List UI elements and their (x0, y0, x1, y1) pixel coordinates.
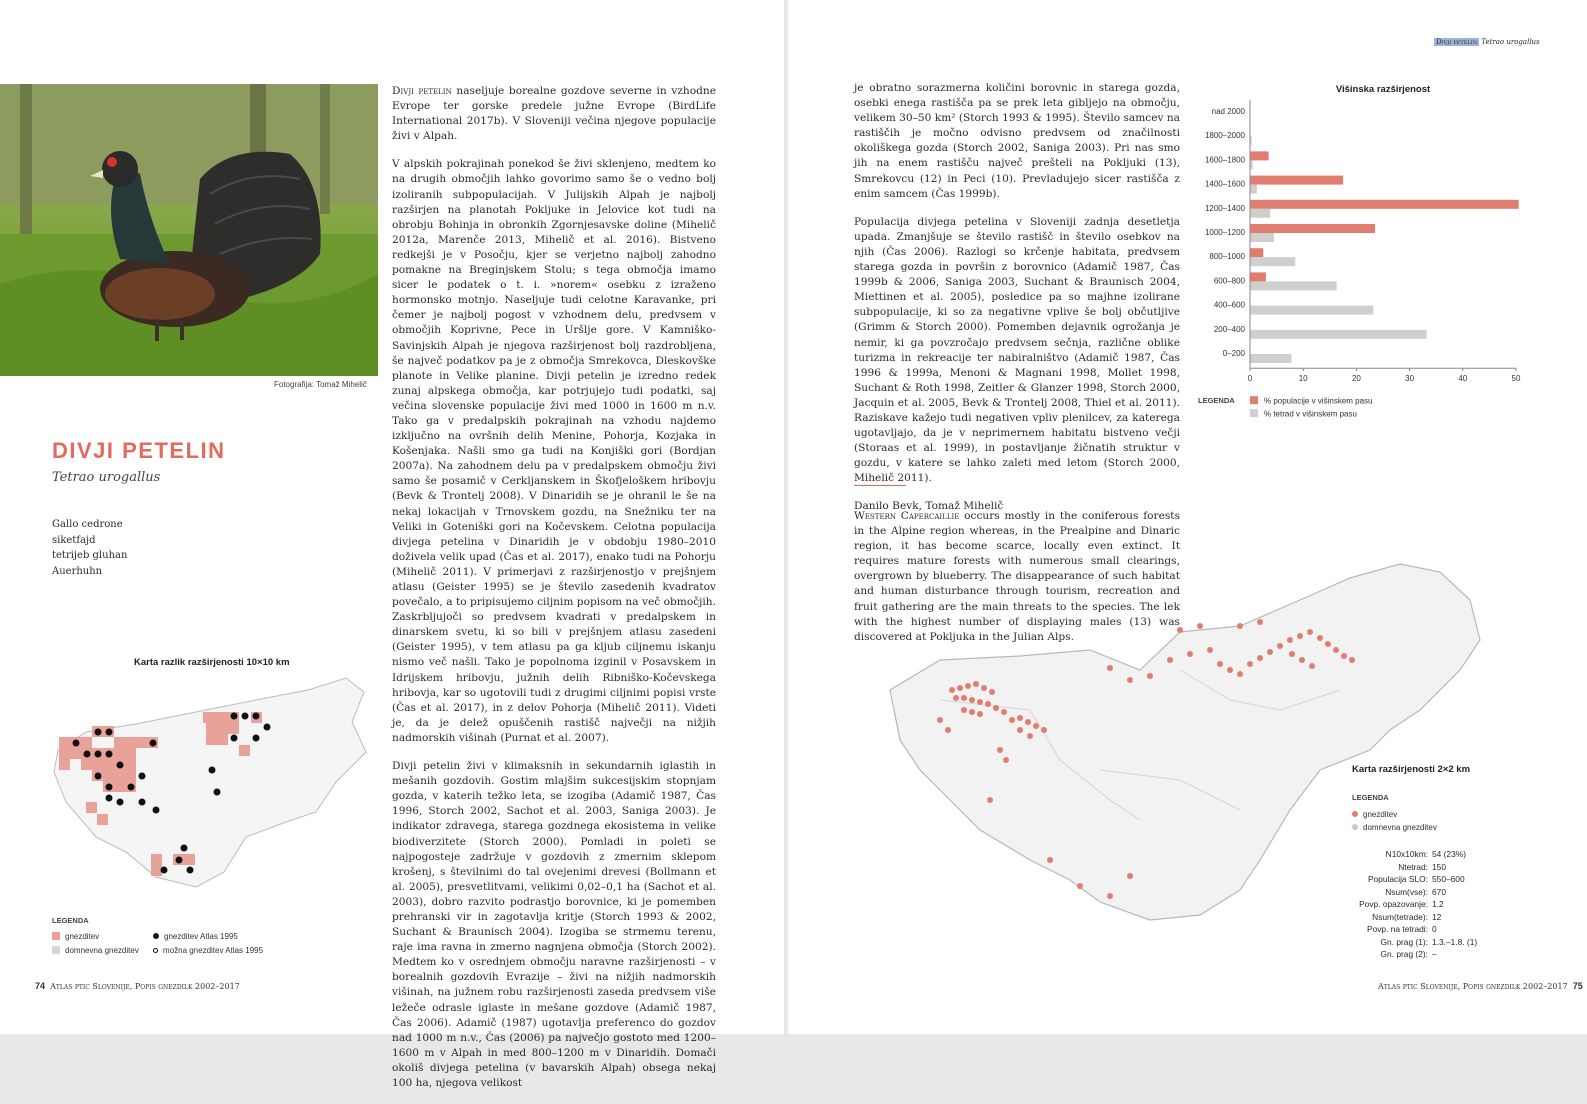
map-title-10x10: Karta razlik razširjenosti 10×10 km (134, 657, 290, 668)
legend-title: LEGENDA (52, 916, 89, 925)
altitude-chart-svg (1198, 80, 1528, 430)
other-name-hu: siketfajd (52, 534, 96, 546)
legend-item-atlas1995-possible: možna gnezditev Atlas 1995 (153, 946, 263, 955)
y-tick-label: 1200–1400 (1204, 203, 1245, 213)
bar (1250, 209, 1270, 218)
bar (1250, 281, 1337, 290)
english-lead-name: Western Capercaillie (854, 510, 960, 522)
legend-swatch (1250, 409, 1258, 417)
statistics-table (1348, 848, 1492, 961)
other-name-it: Gallo cedrone (52, 519, 123, 530)
bar (1250, 248, 1263, 257)
capercaillie-photo (0, 84, 378, 376)
legend2-item-probable: domnevna gnezditev (1352, 823, 1437, 832)
left-text-column (392, 84, 716, 1104)
y-tick-label: 1800–2000 (1204, 131, 1245, 141)
y-tick-label: 800–1000 (1209, 252, 1245, 262)
paragraph-habitat: Divji petelin živi v klimaksnih in sekundarnih iglastih in mešanih gozdovih. Gostim mlajšim sukcesijskim stopnjam gozda, v katerih težko leta, se izogiba (Adamič 1987, Čas 1996, Storch 2002, Sachot et al. 2003, Saniga 2003). Je indikator zdravega, starega gozdnega ekosistema in velike biodiverzitete (Storch 2000). Pomladi in poleti se najpogosteje zadržuje v gozdovih z zmernim sklepom krošenj, s številnimi do tal ovejenimi drevesi (Bollmann et al. 2005), presvetlitvami, velikimi 0,02–0,1 ha (Sachot et al. 2003), dobro razvito podrastjo borovnice, ki je pomemben prehranski vir in zagotavlja kritje (Storch 1993 & 2002, Suchant & Braunisch 2004). Izogiba se strmemu terenu, raje ima ravna in zmerno nagnjena območja (Storch 2002). Medtem ko v osrednjem območju naravne razširjenosti – v borealnih gozdovih Evrazije – živi na nižjih nadmorskih višinah, na južnem robu razširjenosti zaseda predvsem više ležeče odrasle iglaste in mešane gozdove (Adamič 1987, Čas 2006). Adamič (1987) ugotavlja preferenco do gozdov nad 1000 m n.v., Čas (2006) pa največjo gostoto med 1200–1600 m v Alpah in med 800–1200 m v Dinaridih. Domači okoliš divjega petelina (v bavarskih Alpah) obsega nekaj 100 ha, njegova velikost (392, 760, 716, 1089)
authors: Danilo Bevk, Tomaž Mihelič (854, 500, 1004, 513)
stat-row: Povp. na tetradi: 0 (1367, 924, 1437, 934)
running-foot: Atlas ptic Slovenije, Popis gnezdilk 2002–2017 (1378, 982, 1568, 991)
legend2-title: LEGENDA (1352, 793, 1389, 802)
species-title: DIVJI PETELIN (52, 438, 226, 463)
chart-legend-title: LEGENDA (1198, 396, 1235, 406)
paragraph-distribution: V alpskih pokrajinah ponekod še živi sklenjeno, medtem ko na drugih območjih lahko govorimo samo še o vedno bolj izoliranih subpopulacijah. V Julijskih Alpah je najbolj razširjen na planotah Pokljuke in Jelovice kot tudi na obrobju Bohinja in obronkih Zgornjesavske doline (Mihelič 2012a, Marenče 2013, Mihelič et al. 2016). Bistveno redkejši je v Posočju, kjer se verjetno najbolj zahodno pomakne na Breginjskem Stolu; s tega območja imamo sicer le podatek o t. i. »norem« osebku z izraženo hormonsko motnjo. Naseljuje tudi celotne Karavanke, pri čemer je najbolj pogost v vzhodnem delu, predvsem v območjih Koprivne, Pece in Uršlje gore. V Kamniško-Savinjskih Alpah je njegova razširjenost bolj razdrobljena, še največ podatkov pa je z območja Smrekovca, Dleskovške planote in Velike planine. Divji petelin je izredno redek zunaj alpskega območja, kar potrjujejo tudi podatki, saj večina slovenske populacije živi med 1000 in 1600 m n.v. Tako ga v predalpskih pokrajinah na vzhodu najdemo izključno na ovršnih delih Menine, Pohorja, Kozjaka in Košenjaka. Našli smo ga tudi na Konjiški gori (Bordjan 2007a). Na zahodnem delu pa v predalpskem območju živi samo še posamič v Cerkljanskem in Škofjeloškem hribovju (Bevk & Trontelj 2008). V Dinaridih se je ohranil le še na nekaj lokacijah v Trnovskem gozdu, na Snežniku ter na Veliki in Goteniški gori na Kočevskem. Celotna populacija divjega petelina v Dinaridih je v obdobju 1980–2010 doživela velik upad (Čas et al. 2017), enako tudi na Pohorju (Mihelič 2011). V primerjavi z razširjenostjo v prejšnjem atlasu (Geister 1995) se je število zasedenih kvadratov povečalo, a to pripisujemo ciljnim popisom na več območjih. Zaskrbljujoči so predvsem kvadrati v predalpskem in dinarskem svetu, ki so bili v prejšnjem atlasu zasedeni (Geister 1995), v tem atlasu pa ga kljub ciljnemu iskanju nismo več našli. Tako je popolnoma izginil v Posavskem in Idrijskem hribovju, južnih delih Ribniško-Kočevskega hribovja, kar so ugotovili tudi z drugimi ciljnimi popisi vrste (Čas et al. 2017), in z delov Pohorja (Mihelič 2011). Videti je, da je delež opuščenih rastišč največji na nižjih nadmorskih višinah (Purnat et al. 2007). (392, 158, 716, 744)
stat-row: Gn. prag (2): – (1380, 949, 1437, 959)
page-footer-right (1378, 981, 1583, 991)
bar (1250, 151, 1269, 160)
legend-series-label: % populacije v višinskem pasu (1264, 396, 1373, 406)
bar (1250, 272, 1266, 281)
bar (1250, 257, 1295, 266)
y-tick-label: 200–400 (1213, 324, 1245, 334)
other-name-hr: tetrijeb gluhan (52, 550, 128, 561)
bar (1250, 306, 1373, 315)
y-tick-label: 0–200 (1222, 349, 1245, 358)
bar (1250, 233, 1274, 242)
species-latin-name: Tetrao urogallus (52, 470, 161, 485)
map-title-2x2: Karta razširjenosti 2×2 km (1352, 764, 1471, 775)
altitude-chart (1198, 80, 1528, 430)
bar (1250, 354, 1291, 363)
right-text-column (854, 81, 1180, 528)
stat-row: Nsum(vse): 670 (1385, 886, 1446, 897)
page-number: 74 (35, 981, 46, 991)
legend-item-probable: domnevna gnezditev (52, 946, 139, 955)
bar (1250, 176, 1343, 185)
stat-row: Nsum(tetrade): 12 (1372, 911, 1442, 922)
legend-item-atlas1995-breeding: gnezditev Atlas 1995 (153, 932, 238, 941)
stat-row: Povp. opazovanje: 1.2 (1359, 899, 1444, 909)
right-page (788, 0, 1587, 1034)
y-tick-label: 1000–1200 (1204, 228, 1245, 237)
summary-divider (854, 485, 906, 486)
legend-item-breeding: gnezditev (52, 932, 99, 941)
running-foot: Atlas ptic Slovenije, Popis gnezdilk 2002–2017 (50, 982, 240, 991)
header-species: Divji petelin (1436, 38, 1478, 46)
stat-row: Populacija SLO: 550–600 (1367, 874, 1465, 884)
y-tick-label: 600–800 (1213, 276, 1245, 286)
x-tick-label: 0 (1247, 374, 1253, 384)
bar (1250, 224, 1375, 233)
y-tick-label: 1600–1800 (1204, 155, 1245, 165)
legend-series-label: % tetrad v višinskem pasu (1264, 409, 1357, 419)
running-header (1434, 38, 1540, 46)
header-latin: Tetrao urogallus (1481, 38, 1540, 46)
x-tick-label: 10 (1298, 374, 1308, 384)
bar (1250, 185, 1257, 194)
x-tick-label: 50 (1511, 374, 1521, 384)
photo-caption: Fotografija: Tomaž Mihelič (274, 380, 367, 389)
paragraph-intro: Divji petelin naseljuje borealne gozdove severne in vzhodne Evrope ter gorske predele južne Evrope (BirdLife International 2017b). V Sloveniji večina njegove populacije živi v Alpah. (392, 85, 717, 143)
stat-row: N10x10km: 54 (23%) (1385, 849, 1466, 859)
y-tick-label: nad 2000 (1211, 107, 1245, 116)
x-tick-label: 20 (1351, 374, 1361, 384)
stat-row: Gn. prag (1): 1.3.–1.8. (1) (1380, 936, 1478, 947)
stat-row: Ntetrad: 150 (1398, 861, 1446, 872)
lead-species-name: Divji petelin (392, 85, 452, 97)
y-tick-label: 400–600 (1213, 300, 1245, 310)
y-tick-label: 1400–1600 (1204, 179, 1245, 189)
other-name-de: Auerhuhn (52, 565, 103, 577)
english-summary: Western Capercaillie occurs mostly in the coniferous forests in the Alpine region whereas, in the Prealpine and Dinaric region, it has become scarce, locally even extinct. It requires mature forests with numerous small clearings, overgrown by blueberry. The disappearance of such habitat and human disturbance through tourism, recreation and fruit gathering are the main threats to the species. The lek with the highest number of displaying males (13) was discovered at Pokljuka in the Julian Alps. (854, 510, 1180, 643)
other-names-list (52, 517, 127, 579)
chart-title: Višinska razširjenost (1335, 84, 1431, 95)
bar (1250, 330, 1427, 339)
distribution-map-10x10 (46, 672, 376, 898)
legend2-item-breeding: gnezditev (1352, 810, 1397, 819)
x-tick-label: 40 (1458, 374, 1468, 384)
bar (1250, 200, 1519, 209)
page-footer-left (35, 981, 240, 991)
paragraph-home-range: je obratno sorazmerna količini borovnic in starega gozda, osebki enega rastišča pa se prek leta gibljejo na območju, velikem 30–50 km² (Storch 1993 & 1995). Število samcev na rastiščih je močno odvisno predvsem od značilnosti okoliškega gozda (Storch 2002, Saniga 2003). Pri nas smo jih na enem rastišču največ prešteli na Pokljuki (13), Smrekovcu (12) in Peci (10). Prevladujejo sicer rastišča z enim samcem (Čas 1999b). (854, 82, 1180, 200)
paragraph-threats: Populacija divjega petelina v Sloveniji zadnja desetletja upada. Zmanjšuje se število rastišč in število osebkov na njih (Čas 2006). Razlogi so krčenje habitata, predvsem starega gozda in površin z borovnico (Adamič 1987, Čas 1999b & 2006, Saniga 2003, Suchant & Braunisch 2004, Miettinen et al. 2005), posledice pa so majhne izolirane subpopulacije, ki so za negativne vplive še bolj občutljive (Grimm & Storch 2000). Pomemben dejavnik ogrožanja je nemir, ki ga povzročajo predvsem sečnja, različne oblike turizma in rekreacije ter nabiralništvo (Adamič 1987, Čas 1996 & 1999a, Menoni & Magnani 1998, Mollet 1998, Suchant & Roth 1998, Zeitler & Glanzer 1998, Storch 2000, Jacquin et al. 2005, Bevk & Trontelj 2008, Thiel et al. 2011). Raziskave kažejo tudi negativen vpliv plenilcev, za katerega ugotavljajo, da je v neprimernem habitatu bistveno večji (Storaas et al. 1999), in postavljanje žičnatih struktur v gozdu, v katere se lahko zaleti med letom (Storch 2000, Mihelič 2011). (854, 215, 1180, 485)
x-tick-label: 30 (1405, 374, 1415, 384)
legend-swatch (1250, 396, 1258, 404)
page-number: 75 (1572, 981, 1583, 991)
left-page (0, 0, 784, 1089)
